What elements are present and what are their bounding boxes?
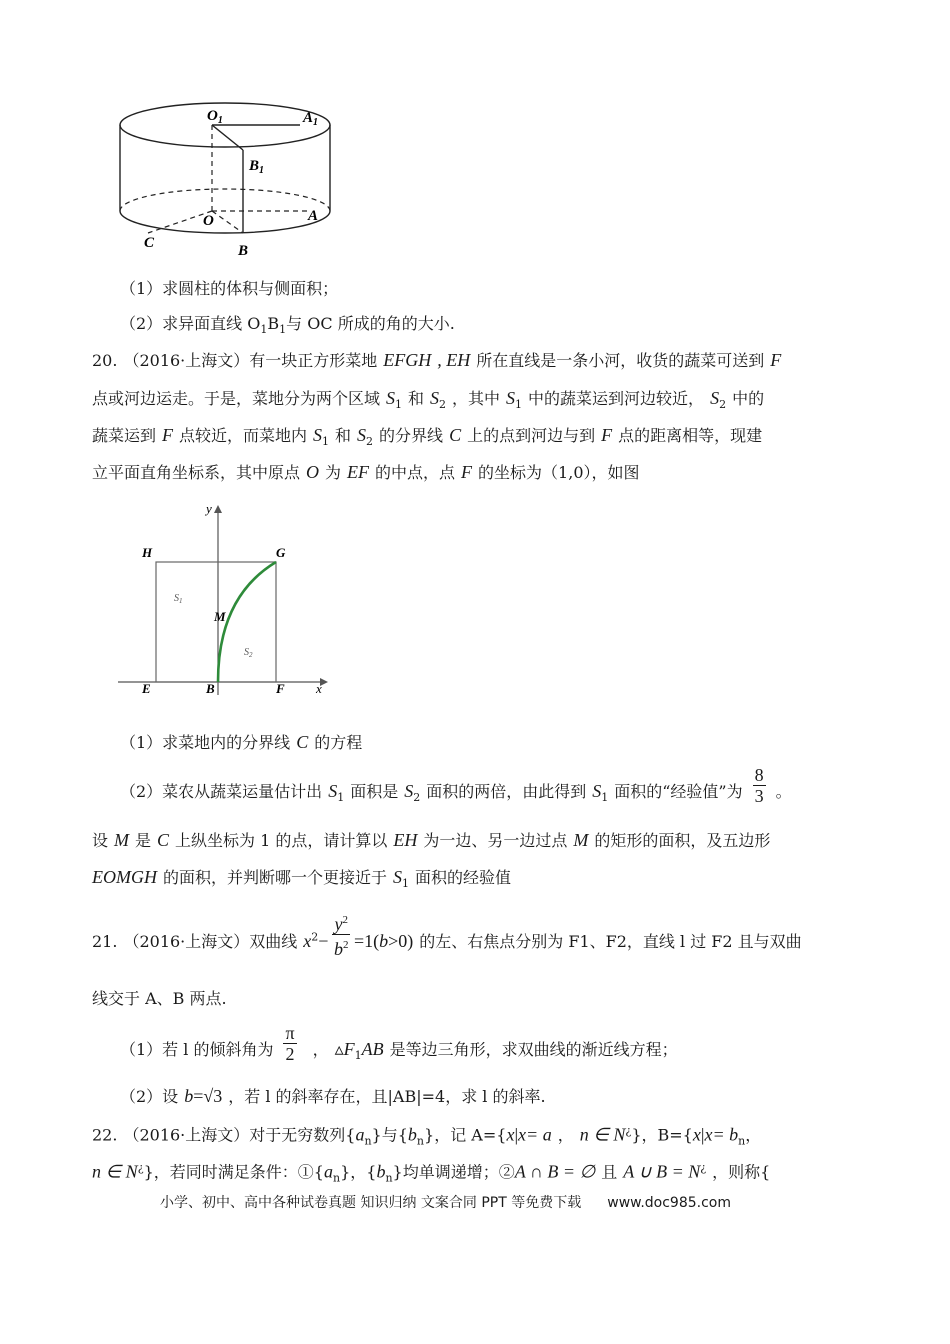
- fig2-label-h: H: [142, 545, 153, 560]
- q21-part1: （1）若 l 的倾斜角为 $\frac{\pi}{2}$ ， $▵F_1AB$ 是等边三角形，求双曲线的渐近线方程；: [120, 1023, 678, 1064]
- fig2-label-s1: $S_1$: [174, 593, 183, 605]
- q21-source: （2016·上海文）: [123, 932, 250, 951]
- fig2-label-b: B: [206, 681, 215, 696]
- fig2-label-m: M: [214, 609, 226, 624]
- svg-text:O1: $O_1$: [207, 108, 223, 126]
- svg-text:A1: $A_1$: [303, 110, 319, 128]
- q19-part2: （2）求异面直线 $O_1B_1$与 OC 所成的角的大小.: [120, 314, 455, 337]
- fraction-y2-b2: $\frac{y^2}{b^2}$: [332, 910, 350, 959]
- fig2-label-e: E: [142, 681, 151, 696]
- q22-source: （2016·上海文）: [123, 1125, 250, 1145]
- fig1-label-o1: O: [207, 108, 218, 124]
- q20-line1: 20. （2016·上海文）有一块正方形菜地 EFGH , EH 所在直线是一条小河，收货的蔬菜可送到 F: [92, 350, 782, 370]
- q22-number: 22.: [92, 1125, 118, 1145]
- q22-line2: n ∈ N¿}，若同时满足条件：$①\{a_n\}$，$\{b_n\}$均单调递增；②A ∩ B = ∅ 且 A ∪ B = N¿ ，则称{: [92, 1161, 771, 1185]
- q21-line1: 21. （2016·上海文）双曲线 $x^2-$ $\frac{y^2}{b^2}$ =1(b>0) 的左、右焦点分别为 F1、F2，直线 l 过 F2 且与双曲: [92, 926, 802, 959]
- q20-line4: 立平面直角坐标系，其中原点 O 为 EF 的中点，点 F 的坐标为（1,0），如图: [92, 462, 640, 482]
- q20-line2: 点或河边运走。于是，菜地分为两个区域 $S_1$ 和 $S_2$ ，其中 $S_1$ 中的蔬菜运到河边较近， $S_2$ 中的: [92, 388, 765, 412]
- q20-line3: 蔬菜运到 F 点较近，而菜地内 $S_1$ 和 $S_2$ 的分界线 C 上的点到河边与到 F 点的距离相等，现建: [92, 425, 763, 449]
- q20-source: （2016·上海文）: [123, 351, 250, 370]
- fig1-label-o: O: [203, 213, 214, 229]
- svg-text:B1: $B_1$: [249, 158, 265, 176]
- fig1-label-b: B: [238, 243, 249, 259]
- fig1-label-c: C: [144, 235, 155, 251]
- cylinder-figure: [110, 92, 340, 262]
- fig1-label-a: A: [308, 208, 319, 224]
- fig2-label-x: x: [316, 681, 322, 696]
- q22-line1: 22. （2016·上海文）对于无穷数列$\{a_n\}$与$\{b_n\}$，记 A={x|x= a ， n ∈ N¿}，$B=\{x|x= b_n$，: [92, 1124, 762, 1148]
- q20-part2-line3: EOMGH 的面积，并判断哪一个更接近于 $S_1$ 面积的经验值: [92, 867, 512, 891]
- fig2-label-g: G: [276, 545, 286, 560]
- q20-number: 20.: [92, 351, 118, 370]
- fraction-8-3: $\frac{8}{3}$: [754, 765, 764, 806]
- fig2-label-s2: $S_2$: [244, 647, 253, 659]
- q21-part2: （2）设 b=√3 ，若 l 的斜率存在，且|AB|=4，求 l 的斜率.: [120, 1086, 546, 1106]
- q21-number: 21.: [92, 932, 118, 951]
- fig2-label-y: y: [206, 501, 212, 516]
- fig1-label-b1: B: [249, 158, 260, 174]
- q20-part1: （1）求菜地内的分界线 C 的方程: [120, 732, 363, 752]
- footer-url[interactable]: www.doc985.com: [607, 1195, 731, 1211]
- fig1-label-a1: A: [303, 110, 314, 126]
- footer: [160, 1192, 731, 1214]
- q21-line2: 线交于 A、B 两点.: [92, 989, 227, 1008]
- q20-part2-line2: 设 M 是 C 上纵坐标为 1 的点，请计算以 EH 为一边、另一边过点 M 的矩形的面积，及五边形: [92, 830, 771, 850]
- fraction-pi-2: $\frac{\pi}{2}$: [285, 1023, 295, 1064]
- footer-text: 小学、初中、高中各种试卷真题 知识归纳 文案合同 PPT 等免费下载: [160, 1195, 582, 1211]
- field-figure: [118, 497, 338, 707]
- q19-part1: （1）求圆柱的体积与侧面积；: [120, 279, 339, 298]
- q20-part2: （2）菜农从蔬菜运量估计出 $S_1$ 面积是 $S_2$ 面积的两倍，由此得到 $S_1$ 面积的“经验值”为 $\frac{8}{3}$ 。: [120, 765, 792, 806]
- fig2-label-f: F: [276, 681, 285, 696]
